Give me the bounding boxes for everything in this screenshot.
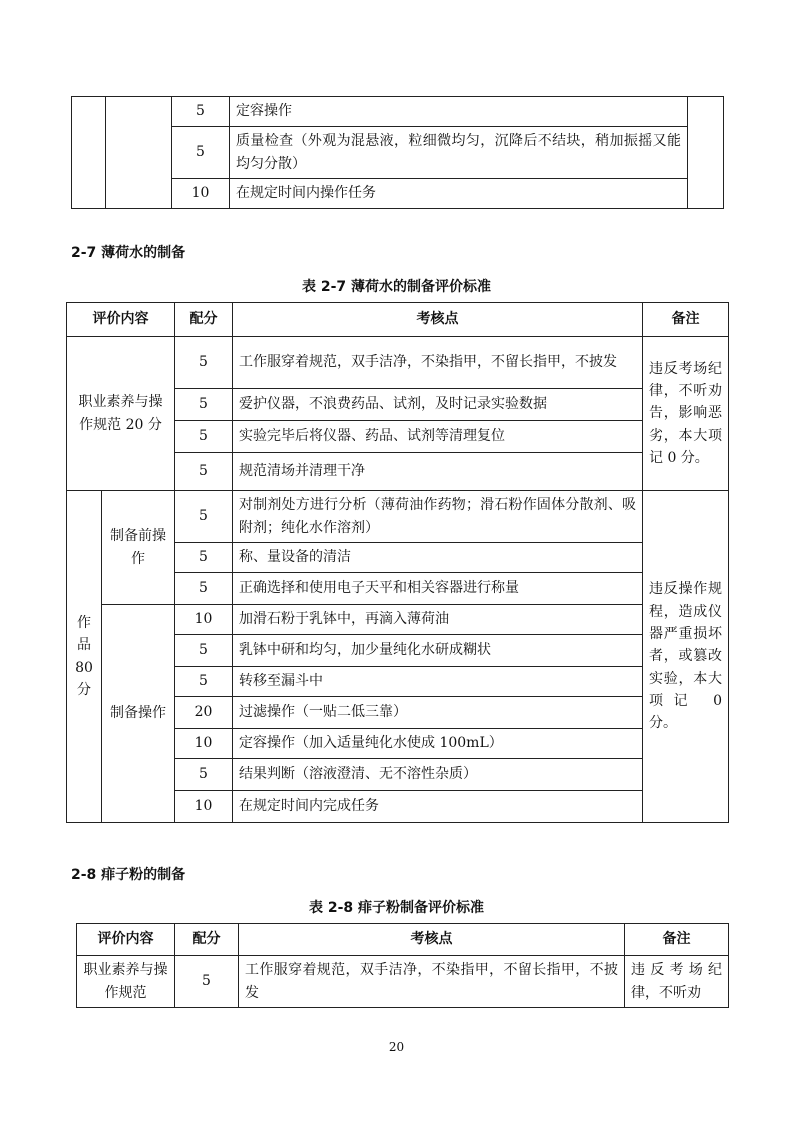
score-cell: 20 bbox=[175, 697, 233, 729]
empty-cell bbox=[72, 97, 106, 209]
criterion-cell: 乳钵中研和均匀，加少量纯化水研成糊状 bbox=[233, 635, 643, 667]
evaluation-table-2-8 bbox=[76, 923, 729, 1008]
header-point: 考核点 bbox=[233, 303, 643, 337]
criterion-cell: 定容操作 bbox=[230, 97, 688, 127]
score-cell: 10 bbox=[175, 729, 233, 759]
score-cell: 5 bbox=[175, 543, 233, 573]
score-cell: 5 bbox=[172, 97, 230, 127]
note-cell: 违反考场纪律，不听劝告，影响恶劣，本大项记 0 分。 bbox=[643, 337, 729, 491]
criterion-cell: 结果判断（溶液澄清、无不溶性杂质） bbox=[233, 759, 643, 791]
header-note: 备注 bbox=[625, 924, 729, 956]
score-cell: 5 bbox=[175, 956, 239, 1008]
empty-cell bbox=[106, 97, 172, 209]
score-cell: 10 bbox=[175, 605, 233, 635]
subgroup-label-pre: 制备前操作 bbox=[102, 491, 175, 605]
note-cell: 违反考场纪律，不听劝 bbox=[625, 956, 729, 1008]
score-cell: 5 bbox=[175, 635, 233, 667]
score-cell: 5 bbox=[175, 759, 233, 791]
score-cell: 5 bbox=[175, 421, 233, 453]
criterion-cell: 在规定时间内完成任务 bbox=[233, 791, 643, 823]
header-point: 考核点 bbox=[239, 924, 625, 956]
score-cell: 5 bbox=[175, 667, 233, 697]
evaluation-table-2-7 bbox=[66, 302, 729, 823]
empty-cell bbox=[688, 97, 724, 209]
page-number: 20 bbox=[388, 1040, 405, 1054]
continued-table bbox=[71, 96, 724, 209]
header-content: 评价内容 bbox=[77, 924, 175, 956]
score-cell: 5 bbox=[172, 127, 230, 179]
header-score: 配分 bbox=[175, 924, 239, 956]
group-label-professional: 职业素养与操作规范 bbox=[77, 956, 175, 1008]
score-cell: 5 bbox=[175, 573, 233, 605]
criterion-cell: 正确选择和使用电子天平和相关容器进行称量 bbox=[233, 573, 643, 605]
criterion-cell: 定容操作（加入适量纯化水使成 100mL） bbox=[233, 729, 643, 759]
criterion-cell: 加滑石粉于乳钵中，再滴入薄荷油 bbox=[233, 605, 643, 635]
criterion-cell: 工作服穿着规范，双手洁净，不染指甲，不留长指甲，不披发 bbox=[239, 956, 625, 1008]
criterion-cell: 实验完毕后将仪器、药品、试剂等清理复位 bbox=[233, 421, 643, 453]
criterion-cell: 质量检查（外观为混悬液，粒细微均匀，沉降后不结块，稍加振摇又能均匀分散） bbox=[230, 127, 688, 179]
table-caption-2-7: 表 2-7 薄荷水的制备评价标准 bbox=[301, 279, 492, 295]
score-cell: 10 bbox=[172, 179, 230, 209]
header-content: 评价内容 bbox=[67, 303, 175, 337]
score-cell: 5 bbox=[175, 389, 233, 421]
subgroup-label-prep: 制备操作 bbox=[102, 605, 175, 823]
criterion-cell: 转移至漏斗中 bbox=[233, 667, 643, 697]
header-score: 配分 bbox=[175, 303, 233, 337]
criterion-cell: 爱护仪器，不浪费药品、试剂，及时记录实验数据 bbox=[233, 389, 643, 421]
group-label-professional: 职业素养与操作规范 20 分 bbox=[67, 337, 175, 491]
section-heading-2-7: 2-7 薄荷水的制备 bbox=[71, 245, 186, 261]
score-cell: 5 bbox=[175, 491, 233, 543]
criterion-cell: 对制剂处方进行分析（薄荷油作药物；滑石粉作固体分散剂、吸附剂；纯化水作溶剂） bbox=[233, 491, 643, 543]
score-cell: 5 bbox=[175, 453, 233, 491]
score-cell: 10 bbox=[175, 791, 233, 823]
criterion-cell: 称、量设备的清洁 bbox=[233, 543, 643, 573]
criterion-cell: 过滤操作（一贴二低三靠） bbox=[233, 697, 643, 729]
header-note: 备注 bbox=[643, 303, 729, 337]
table-caption-2-8: 表 2-8 痱子粉制备评价标准 bbox=[308, 900, 485, 916]
section-heading-2-8: 2-8 痱子粉的制备 bbox=[71, 867, 186, 883]
group-label-work: 作品 80 分 bbox=[67, 491, 102, 823]
note-cell: 违反操作规程，造成仪器严重损坏者，或篡改实验，本大项记 0 分。 bbox=[643, 491, 729, 823]
criterion-cell: 在规定时间内操作任务 bbox=[230, 179, 688, 209]
criterion-cell: 规范清场并清理干净 bbox=[233, 453, 643, 491]
score-cell: 5 bbox=[175, 337, 233, 389]
criterion-cell: 工作服穿着规范，双手洁净，不染指甲，不留长指甲，不披发 bbox=[233, 337, 643, 389]
